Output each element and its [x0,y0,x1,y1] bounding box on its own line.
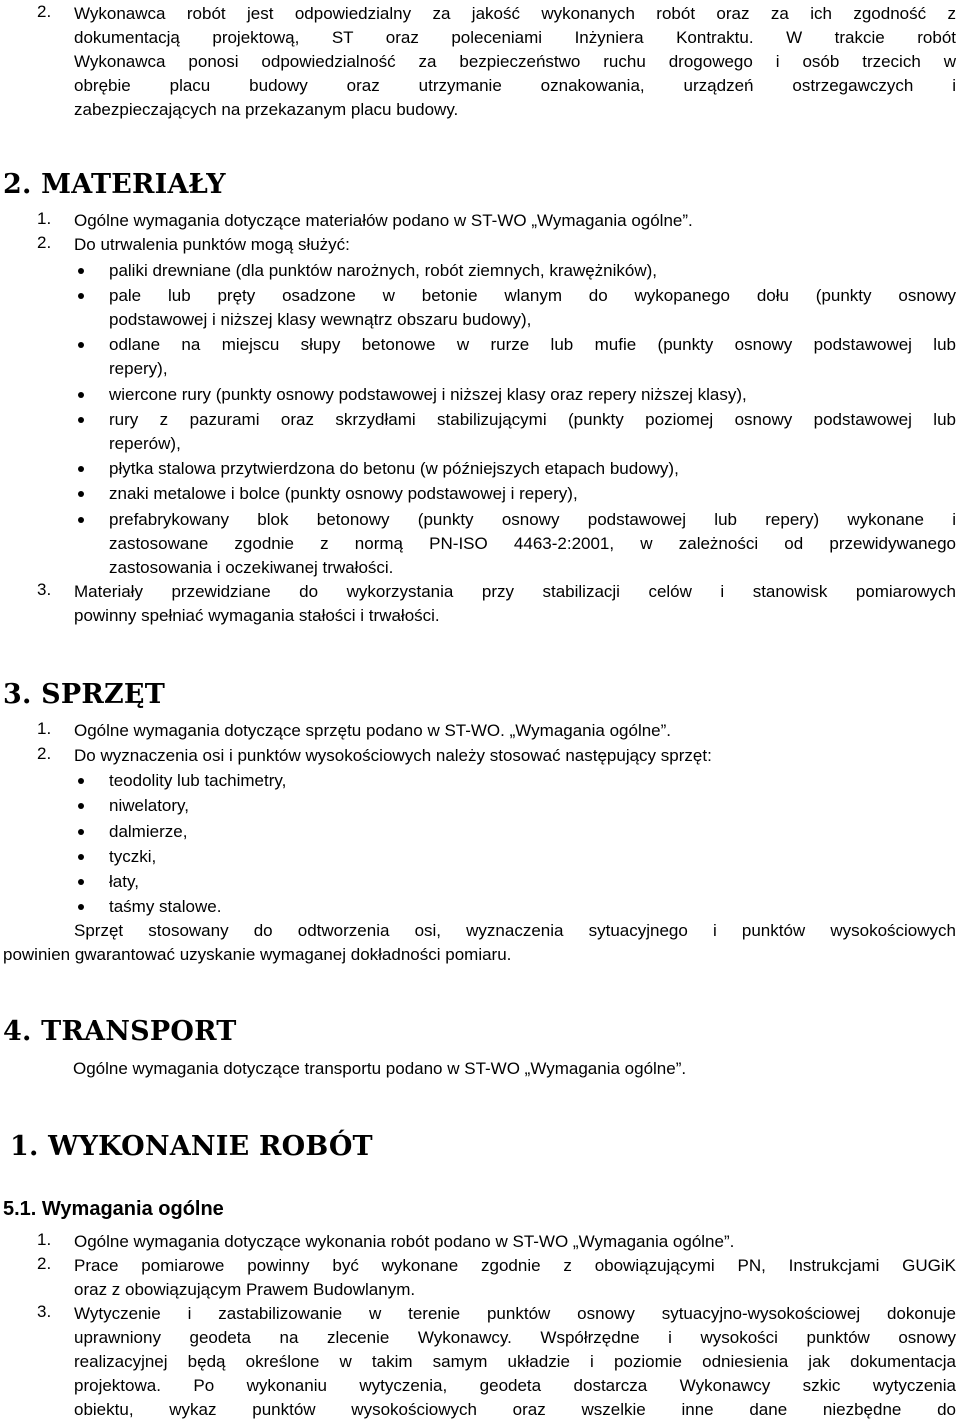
wykonanie-item-2: 2. Prace pomiarowe powinny być wykonane zgodnie z obowiązującymi PN, Instrukcjami GUGiK oraz z obowiązującym Prawem Budowlanym. [37,1254,956,1299]
item-text: Do utrwalenia punktów mogą służyć: [74,235,350,254]
section-heading-materialy: 2. MATERIAŁY [3,169,226,200]
item-number: 1. [37,1230,52,1249]
bullet-icon [78,854,84,860]
item-text: Do wyznaczenia osi i punktów wysokościowych należy stosować następujący sprzęt: [74,746,712,765]
section-heading-sprzet: 3. SPRZĘT [3,679,166,710]
item-number: 3. [37,1302,52,1321]
bullet-icon [78,829,84,835]
materialy-item-3: 3. Materiały przewidziane do wykorzystania przy stabilizacji celów i stanowisk pomiarowych powinny spełniać wymagania stałości i trwałości. [37,580,956,625]
section-heading-wykonanie: 1. WYKONANIE ROBÓT [10,1131,373,1162]
transport-paragraph: Ogólne wymagania dotyczące transportu podano w ST-WO „Wymagania ogólne”. [73,1059,687,1078]
bullet-icon [78,491,84,497]
bullet-icon [78,392,84,398]
item-number: 2. [37,744,52,763]
wykonanie-item-1 [0,1230,960,1254]
sprzet-closing-paragraph: Sprzęt stosowany do odtworzenia osi, wyznaczenia sytuacyjnego i punktów wysokościowych powinien gwarantować uzyskanie wymaganej dokładności pomiaru. [3,921,956,964]
subsection-heading: 5.1. Wymagania ogólne [3,1198,224,1220]
sprzet-item-2 [0,744,960,768]
bullet-icon [78,342,84,348]
bullet-icon [78,803,84,809]
intro-item-text: Wykonawca robót jest odpowiedzialny za jakość wykonanych robót oraz za ich zgodność z dokumentacją projektową, ST oraz poleceniami Inżyniera Kontraktu. W trakcie robót Wykonawca ponosi odpowiedzialność za bezpieczeństwo ruchu drogowego i osób trzecich w obrębie placu budowy oraz utrzymanie oznakowania, urządzeń ostrzegawczych i zabezpieczających na przekazanym placu budowy. [74,4,956,119]
bullet-icon [78,879,84,885]
bullet-icon [78,904,84,910]
bullet-icon [78,417,84,423]
bullet-icon [78,517,84,523]
item-number: 1. [37,719,52,738]
item-number: 1. [37,209,52,228]
wykonanie-item-3: 3. Wytyczenie i zastabilizowanie w terenie punktów osnowy sytuacyjno-wysokościowej dokonuje uprawniony geodeta na zlecenie Wykonawcy. Współrzędne i wysokości punktów osnowy realizacyjnej będą określone w takim samym układzie i poziomie odniesienia jak dokumentacja projektowa. Po wykonaniu wytyczenia, geodeta dostarcza Wykonawcy szkic wytyczenia obiektu, wykaz punktów wysokościowych oraz wszelkie inne dane niezbędne do [37,1302,956,1419]
item-text: Ogólne wymagania dotyczące sprzętu podano w ST-WO. „Wymagania ogólne”. [74,721,672,740]
item-text: Ogólne wymagania dotyczące wykonania robót podano w ST-WO „Wymagania ogólne”. [74,1232,735,1251]
item-number: 2. [37,233,52,252]
item-text: Ogólne wymagania dotyczące materiałów podano w ST-WO „Wymagania ogólne”. [74,211,693,230]
intro-item-number: 2. [37,2,52,21]
section-heading-transport: 4. TRANSPORT [3,1016,237,1047]
item-number: 3. [37,580,52,599]
bullet-icon [78,268,84,274]
materialy-item-1 [0,209,960,233]
sprzet-item-1 [0,719,960,743]
materialy-item-2 [0,233,960,257]
intro-list-item [0,2,960,122]
bullet-icon [78,466,84,472]
item-number: 2. [37,1254,52,1273]
bullet-icon [78,778,84,784]
bullet-icon [78,293,84,299]
